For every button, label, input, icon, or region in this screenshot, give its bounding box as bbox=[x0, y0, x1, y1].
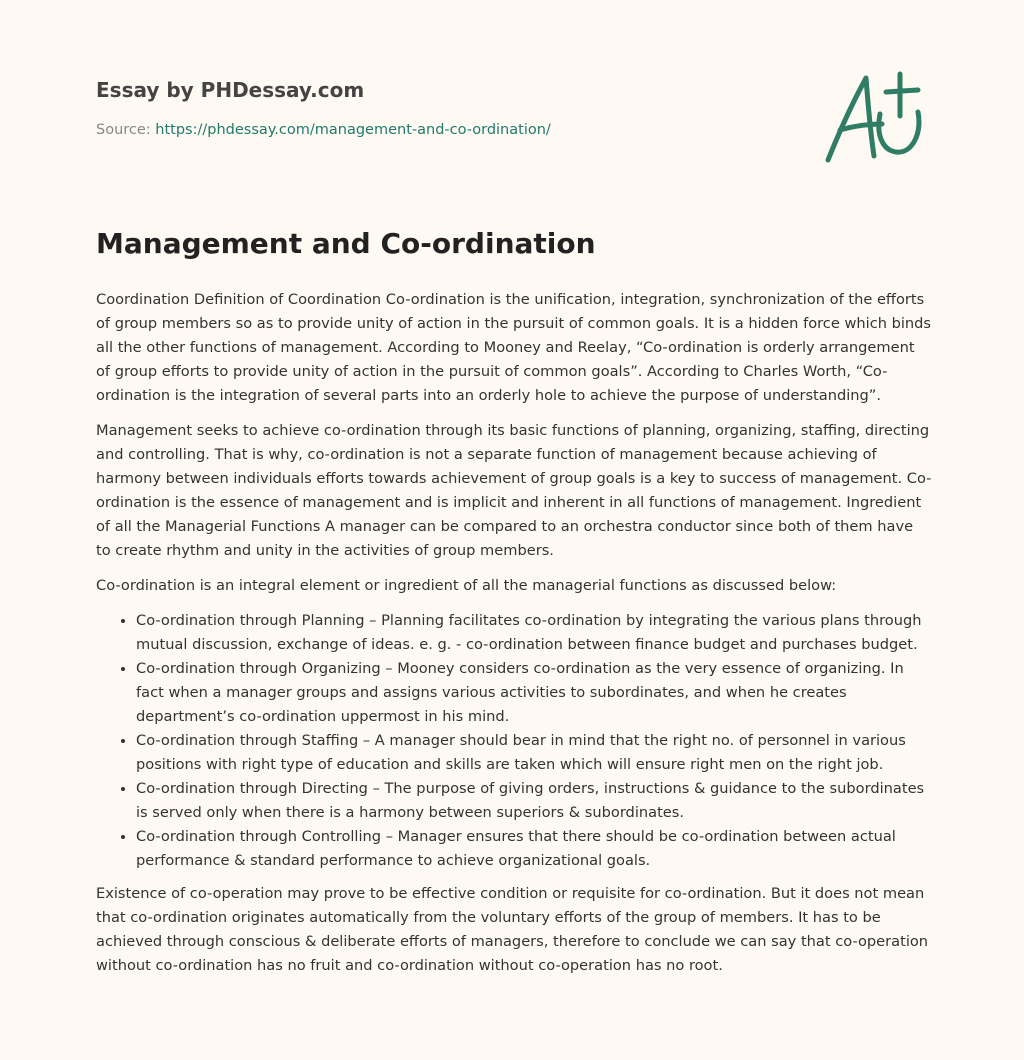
brand-title: Essay by PHDessay.com bbox=[96, 78, 365, 102]
source-link[interactable]: https://phdessay.com/management-and-co-ordination/ bbox=[155, 122, 551, 138]
functions-list bbox=[96, 609, 932, 873]
list-item: • Co-ordination through Organizing – Mooney considers co-ordination as the very essence of organizing. In fact when a manager groups and assigns various activities to subordinates, and when he creates department’s co-ordination uppermost in his mind. bbox=[136, 657, 932, 729]
list-item: • Co-ordination through Staffing – A manager should bear in mind that the right no. of personnel in various positions with right type of education and skills are taken which will ensure right men on the right job. bbox=[136, 729, 932, 777]
paragraph-1: Coordination Definition of Coordination Co-ordination is the unification, integration, synchronization of the efforts of group members so as to provide unity of action in the pursuit of common goals. It is a hidden force which binds all the other functions of management. According to Mooney and Reelay, “Co-ordination is orderly arrangement of group efforts to provide unity of action in the pursuit of common goals”. According to Charles Worth, “Co-ordination is the integration of several parts into an orderly hole to achieve the purpose of understanding”. bbox=[96, 291, 932, 404]
list-item: • Co-ordination through Controlling – Manager ensures that there should be co-ordination between actual performance & standard performance to achieve organizational goals. bbox=[136, 825, 932, 873]
page-header bbox=[96, 76, 796, 140]
list-item: • Co-ordination through Planning – Planning facilitates co-ordination by integrating the various plans through mutual discussion, exchange of ideas. e. g. - co-ordination between finance budget and purchases budget. bbox=[136, 609, 932, 657]
closing-paragraph: Existence of co-operation may prove to be effective condition or requisite for co-ordination. But it does not mean that co-ordination originates automatically from the voluntary efforts of the group of members. It has to be achieved through conscious & deliberate efforts of managers, therefore to conclude we can say that co-operation without co-ordination has no fruit and co-ordination without co-operation has no root. bbox=[96, 885, 929, 974]
paragraph-3: Co-ordination is an integral element or ingredient of all the managerial functions as discussed below: bbox=[96, 577, 837, 594]
a-plus-grade-icon bbox=[822, 68, 930, 168]
paragraph-2: Management seeks to achieve co-ordination through its basic functions of planning, organizing, staffing, directing and controlling. That is why, co-ordination is not a separate function of management because achieving of harmony between individuals efforts towards achievement of group goals is a key to success of management. Co-ordination is the essence of management and is implicit and inherent in all functions of management. Ingredient of all the Managerial Functions A manager can be compared to an orchestra conductor since both of them have to create rhythm and unity in the activities of group members. bbox=[96, 422, 932, 559]
article-title: Management and Co-ordination bbox=[96, 227, 596, 260]
article bbox=[96, 222, 932, 989]
source-label: Source: bbox=[96, 122, 156, 138]
source-line bbox=[96, 120, 796, 140]
list-item: • Co-ordination through Directing – The purpose of giving orders, instructions & guidance to the subordinates is served only when there is a harmony between superiors & subordinates. bbox=[136, 777, 932, 825]
